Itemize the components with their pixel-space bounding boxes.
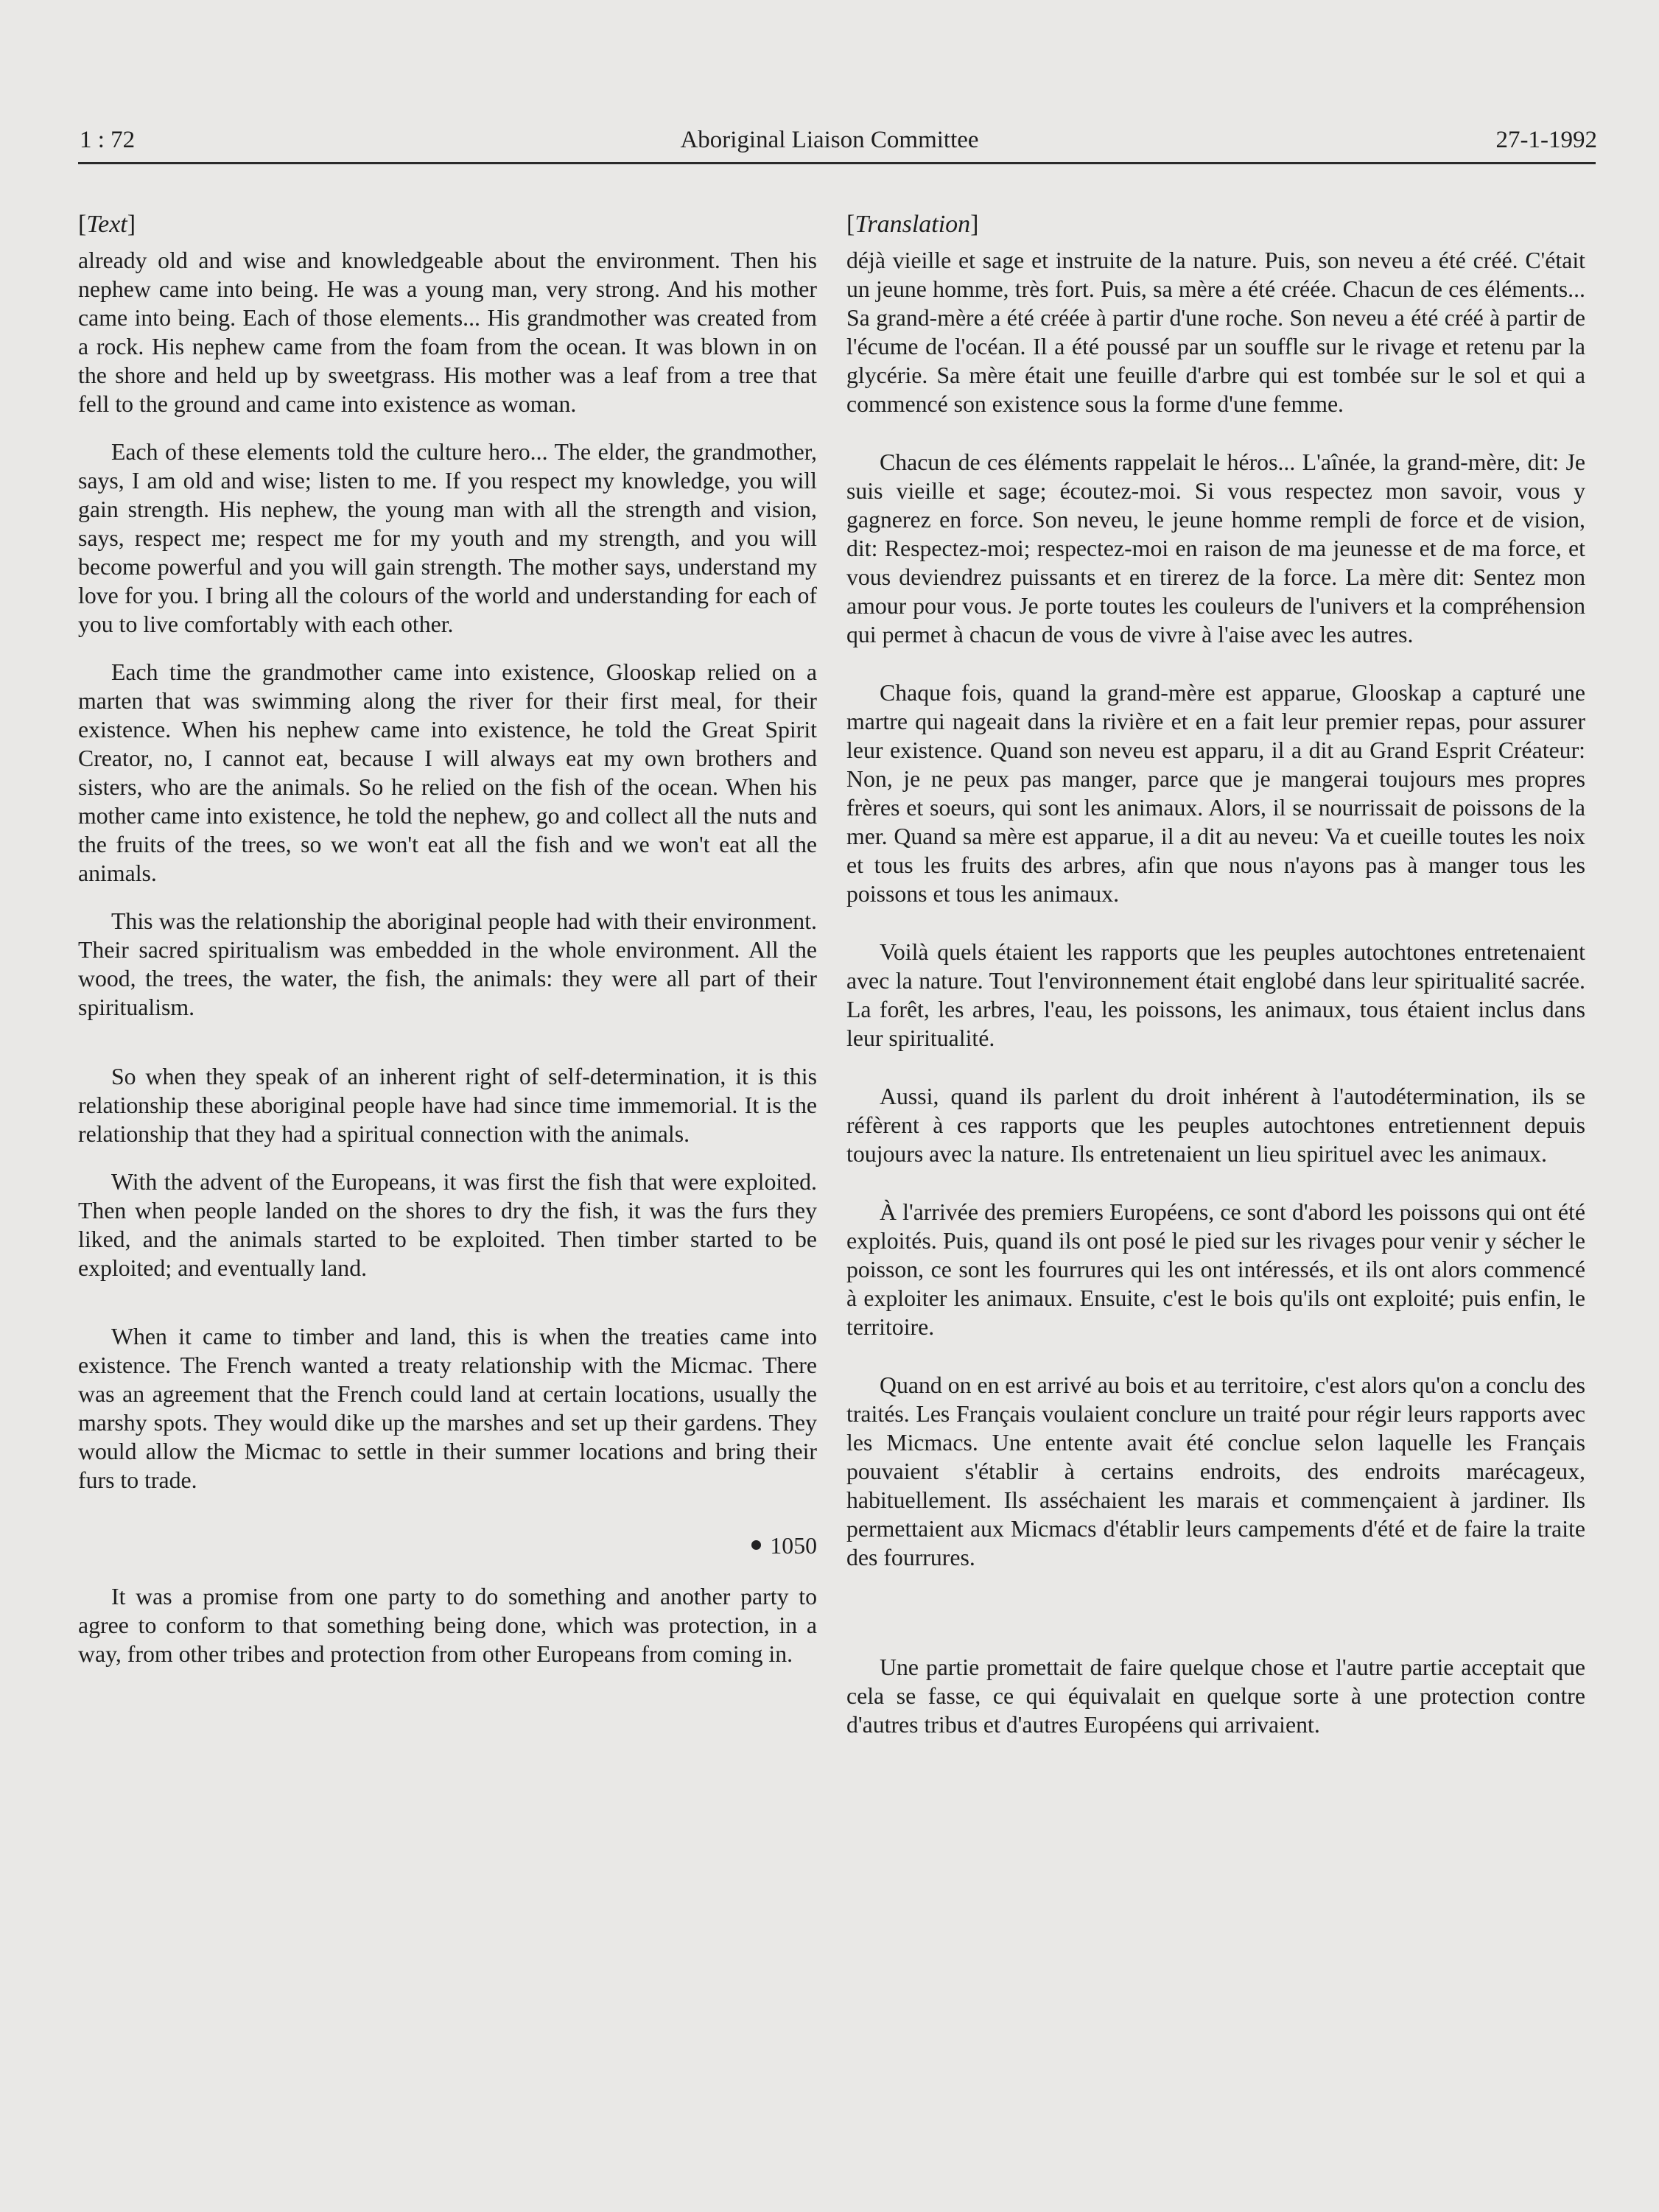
page-number: 1 : 72 <box>80 127 136 153</box>
paragraph: Voilà quels étaient les rapports que les peuples autochtones entretenaient avec la nature. Tout l'environnement était englobé dans leur spiritualité sacrée. La forêt, les arbres, l'eau, les poissons, les animaux, tous étaient inclus dans leur spiritualité. <box>846 939 1585 1051</box>
header-rule <box>78 162 1596 164</box>
paragraph: This was the relationship the aboriginal people had with their environment. Their sacred spiritualism was embedded in the whole environment. All the wood, the trees, the water, the fish, the animals: they were all part of their spiritualism. <box>78 908 817 1020</box>
column-label-translation: [Translation] <box>846 211 979 238</box>
paragraph: Each of these elements told the culture hero... The elder, the grandmother, says, I am old and wise; listen to me. If you respect my knowledge, you will gain strength. His nephew, the young man with all the strength and vision, says, respect me; respect me for my youth and my strength, and you will become powerful and you will gain strength. The mother says, understand my love for you. I bring all the colours of the world and understanding for each of you to live comfortably with each other. <box>78 439 817 637</box>
paragraph: Aussi, quand ils parlent du droit inhérent à l'autodétermination, ils se réfèrent à ces rapports que les peuples autochtones entretiennent depuis toujours avec la nature. Ils entretenaient un lieu spirituel avec les animaux. <box>846 1084 1585 1167</box>
paragraph: Each time the grandmother came into existence, Glooskap relied on a marten that was swimming along the river for their first meal, for their existence. When his nephew came into existence, he told the Great Spirit Creator, no, I cannot eat, because I will always eat my own brothers and sisters, who are the animals. So he relied on the fish of the ocean. When his mother came into existence, he told the nephew, go and collect all the nuts and the fruits of the trees, so we won't eat all the fish and we won't eat all the animals. <box>78 659 817 886</box>
time-marker: 1050 <box>78 1531 817 1560</box>
header-date: 27-1-1992 <box>1495 127 1597 153</box>
bullet-dot <box>751 1540 761 1550</box>
paragraph: déjà vieille et sage et instruite de la nature. Puis, son neveu a été créé. C'était un jeune homme, très fort. Puis, sa mère a été créée. Chacun de ces éléments... Sa grand-mère a été créée à partir d'une roche. Son neveu a été créé à partir de l'écume de l'océan. Il a été poussé par un souffle sur le rivage et retenu par la glycérie. Sa mère était une feuille d'arbre qui est tombée sur le sol et qui a commencé son existence sous la forme d'une femme. <box>846 247 1585 417</box>
paragraph: When it came to timber and land, this is when the treaties came into existence. The French wanted a treaty relationship with the Micmac. There was an agreement that the French could land at certain locations, usually the marshy spots. They would dike up the marshes and set up their gardens. They would allow the Micmac to settle in their summer locations and bring their furs to trade. <box>78 1324 817 1493</box>
paragraph: Une partie promettait de faire quelque chose et l'autre partie acceptait que cela se fasse, ce qui équivalait en quelque sorte à une protection contre d'autres tribus et d'autres Européens qui arrivaient. <box>846 1654 1585 1738</box>
paragraph: Chaque fois, quand la grand-mère est apparue, Glooskap a capturé une martre qui nageait dans la rivière et en a fait leur premier repas, pour assurer leur existence. Quand son neveu est apparu, il a dit au Grand Esprit Créateur: Non, je ne peux pas manger, parce que je mangerai toujours mes propres frères et soeurs, qui sont les animaux. Alors, il se nourrissait de poissons de la mer. Quand sa mère est apparue, il a dit au neveu: Va et cueille toutes les noix et tous les fruits des arbres, afin que nous n'ayons pas à manger tous les poissons et tous les animaux. <box>846 680 1585 907</box>
paragraph: Chacun de ces éléments rappelait le héros... L'aînée, la grand-mère, dit: Je suis vieille et sage; écoutez-moi. Si vous respectez mon savoir, vous y gagnerez en force. Son neveu, le jeune homme rempli de force et de vision, dit: Respectez-moi; respectez-moi en raison de ma jeunesse et de ma force, et vous deviendrez puissants et en tirerez de la force. La mère dit: Sentez mon amour pour vous. Je porte toutes les couleurs de l'univers et la compréhension qui permet à chacun de vous de vivre à l'aise avec les autres. <box>846 449 1585 647</box>
paragraph: With the advent of the Europeans, it was first the fish that were exploited. Then when people landed on the shores to dry the fish, it was the furs they liked, and the animals started to be exploited. Then timber started to be exploited; and eventually land. <box>78 1169 817 1281</box>
paragraph: Quand on en est arrivé au bois et au territoire, c'est alors qu'on a conclu des traités. Les Français voulaient conclure un traité pour régir leurs rapports avec les Micmacs. Une entente avait été conclue selon laquelle les Français pouvaient s'établir à certains endroits, des endroits marécageux, habituellement. Ils asséchaient les marais et commençaient à jardiner. Ils permettaient aux Micmacs d'établir leurs campements d'été et de faire la traite des fourrures. <box>846 1372 1585 1570</box>
running-title: Aboriginal Liaison Committee <box>680 127 979 153</box>
paragraph: already old and wise and knowledgeable about the environment. Then his nephew came into being. He was a young man, very strong. And his mother came into being. Each of those elements... His grandmother was created from a rock. His nephew came from the foam from the ocean. It was blown in on the shore and held up by sweetgrass. His mother was a leaf from a tree that fell to the ground and came into existence as woman. <box>78 247 817 417</box>
english-column <box>78 193 817 1668</box>
column-label-text: [Text] <box>78 211 136 238</box>
paragraph: À l'arrivée des premiers Européens, ce sont d'abord les poissons qui ont été exploités. Puis, quand ils ont posé le pied sur les rivages pour venir y sécher le poisson, ce sont les fourrures qui les ont intéressés, et ils ont alors commencé à exploiter les animaux. Ensuite, c'est le bois qu'ils ont exploité; puis enfin, le territoire. <box>846 1199 1585 1340</box>
paragraph: It was a promise from one party to do something and another party to agree to conform to that something being done, which was protection, in a way, from other tribes and protection from other Europeans from coming in. <box>78 1584 817 1667</box>
french-column <box>846 193 1585 1739</box>
paragraph: So when they speak of an inherent right of self-determination, it is this relationship these aboriginal people have had since time immemorial. It is the relationship that they had a spiritual connection with the animals. <box>78 1064 817 1147</box>
